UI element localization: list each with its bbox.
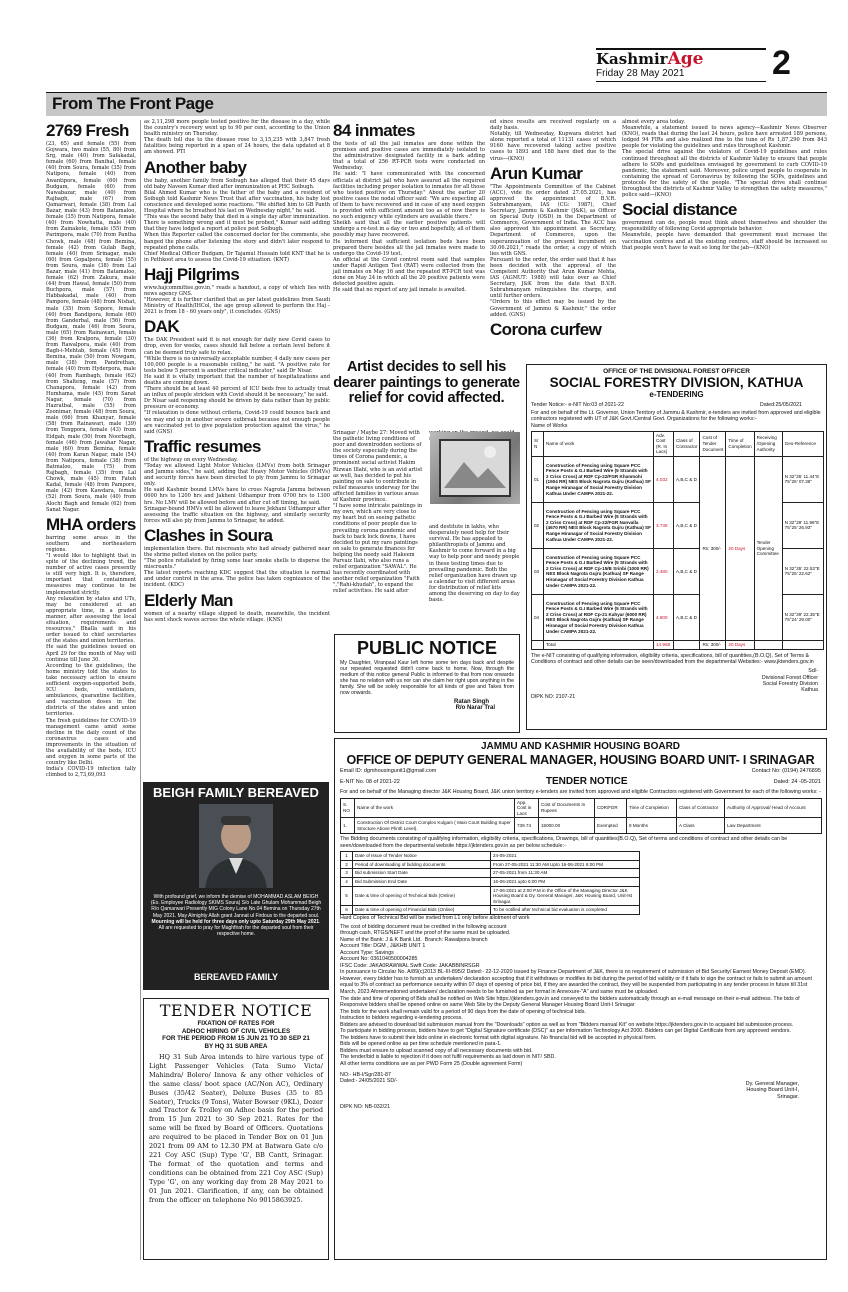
forest-cell-geo: N 32°39' 22.35"E 75°24' 29.00" xyxy=(782,594,823,640)
headline-clashes-soura: Clashes in Soura xyxy=(144,525,273,545)
article-dak-body: The DAK President said it is not enough for daily new Covid cases to drop, even for weeks, cases should fall below a certain level before it can be deemed truly safe to relax. "While there is no universally acceptable number, 4 daily new cases per 100,000 people is a reasonable ceiling," he said. "A positive rate for tests below 5 percent is another critical indicator," said Dr Nisar. He said it is vitally important that the number of hospitalizations and deaths are coming down. "There should be at least 40 percent of ICU beds free to actually treat an influx of people stricken with Covid should it be necessary," he said. Dr Nisar said reopening should be driven by data rather than by public pressure or economy. "If relaxation is done without criteria, Covid-19 could bounce back and we may end up in another severe outbreak because not enough people are vaccinated yet to give population protection against the virus," he said (GNS) xyxy=(144,337,330,435)
schedule-value: 24-05-2021 xyxy=(491,852,640,861)
tender-hq-title: TENDER NOTICE xyxy=(159,1001,313,1020)
forest-total-cost: Rs: 300/- xyxy=(700,640,726,649)
schedule-value: 16-06-2021 upto 6:00 PM xyxy=(491,878,640,887)
housing-sign-2: Housing Board Unit-I, xyxy=(746,1087,799,1094)
forest-cell-sn: 04 xyxy=(532,594,544,640)
housing-nit-row xyxy=(340,776,821,787)
forest-cell-cost: Rs: 300/- xyxy=(700,456,726,640)
housing-th-docs: Cost of Documents In Rupees xyxy=(539,798,595,818)
article-hajj-body: www.hajcommittee.gov.in," reads a handout, a copy of which lies with news agency GNS. "However, it is further clarified that as per latest guidelines from Saudi Ministry of Health/IHCol, the age group allowed to perform the Haj - 2021 is from 18 - 60 years only", it concludes. (GNS) xyxy=(144,284,330,316)
housing-schedule xyxy=(340,851,640,915)
housing-cell-cdr: Exempted xyxy=(595,818,627,834)
forest-cell-class: A,B,C & D xyxy=(674,502,700,548)
housing-hard-copies: Hard Copies of Technical Bid will be invited from L1 only before allotment of work xyxy=(340,915,530,922)
tender-hq-sub1: FIXATION OF RATES FOR xyxy=(197,1020,275,1027)
housing-th-work: Name of the work xyxy=(355,798,515,818)
schedule-n: 5 xyxy=(341,886,353,906)
forest-sign-4: Kathua xyxy=(801,687,818,694)
housing-th-sn: S. NO xyxy=(341,798,355,818)
column-divider xyxy=(140,120,141,1260)
schedule-row xyxy=(341,869,640,878)
schedule-row xyxy=(341,878,640,887)
housing-th-cdr: CDR/FDR xyxy=(595,798,627,818)
forest-total-label: Total xyxy=(544,640,654,649)
schedule-n: 6 xyxy=(341,906,353,915)
tender-hq-sub3: FOR THE PERIOD FROM 15 JUN 21 TO 30 SEP 21 xyxy=(162,1035,310,1042)
masthead-brand xyxy=(596,51,704,68)
housing-sign-3: Srinagar. xyxy=(776,1093,799,1100)
housing-th-class: Class of Contractor xyxy=(677,798,725,818)
obituary-body-end: . All are requested to pray for Maghfirah for the departed soul from their respective home. xyxy=(158,918,321,938)
housing-intro: For and on behalf of the Managing director J&K Housing Board, J&K union territory e-tenders are invited from approved and eligible Contractors registered with Government for each of the following works: - xyxy=(340,789,821,795)
headline-social-distance: Social distance xyxy=(622,200,737,220)
schedule-label: Date of Issue of Tender Notice xyxy=(353,852,491,861)
housing-cell-work: Construction Of District Court Complex Kulgam ( Main Court Building Super Structure Above Plinth Level). xyxy=(355,818,515,834)
article-another-baby-body: the baby, another family from Soibugh has alleged that their 45 days old baby Naveen Kumar died after immunization at PHC Soibugh. Bilal Ahmed Kumar who is the father of the baby and a resident of Soibugh told Kashmir News Trust that after vaccination, his baby lost conscience and developed some reactions. "We shifted him to GB Panth Hospital where he breathed his last on Wednesday night," he said. "This was the second baby that died in a single day after immunization. There is something wrong and it must be probed," Kumar said adding that they have lodged a report at police post Soibugh. When this Reporter called the concerned doctor for the comments, she banged the phone after listening the story and didn't later respond to repeated phone calls. Chief Medical Officer Budgam, Dr Tajamul Hussain told KNT that he is in Pethkoot area to assess the Covid-19 situation. (KNT) xyxy=(144,177,330,263)
forest-cell-class: A,B,C & D xyxy=(674,594,700,640)
schedule-row xyxy=(341,852,640,861)
forest-cell-work: Construction of Fencing using Square PCC Fence Posts & G.I Barbed Wire (5 Strands with 2 Criss Cross) at RDF Cp-22/FGR Khanmohi (1504 RR) NES Block Nagrota Gujru (Kathua) SF Range Hiranagar of Social Forestry Division Kathua Under CAMPA 2021-22. xyxy=(544,456,654,502)
public-notice xyxy=(334,634,520,733)
forest-cell-geo: N 32°35' 11.44"E 75°25' 07.36" xyxy=(782,456,823,502)
forest-dipk: DIPK NO: 2107-21 xyxy=(531,693,576,700)
schedule-value: 17-06-2021 at 2:00 P.M in the Office of the Managing Director J&K Housing Board & Dy. General Manager, J&K Housing Board, Unit-Ist Srinagar. xyxy=(491,886,640,906)
headline-hajj-pilgrims: Hajj Pilgrims xyxy=(144,264,240,284)
schedule-n: 3 xyxy=(341,869,353,878)
forest-intro: For and on behalf of the Lt. Governor, Union Territory of Jammu & Kashmir, e-tenders are invited from approved and eligible contractors registered with UT of J&K Govt./Central Govt. Organizations for the following works:- xyxy=(531,410,821,423)
forest-cell-adv: 2.480 xyxy=(654,548,674,594)
forest-table-row xyxy=(532,456,824,502)
forest-total-adv: 14.968 xyxy=(654,640,674,649)
forest-cell-sn: 03 xyxy=(532,548,544,594)
forest-th-work: Name of work xyxy=(544,431,654,456)
forest-works-label: Name of Works xyxy=(531,422,568,429)
schedule-row xyxy=(341,886,640,906)
forest-notice-no: Tender Notice:- e-NIT No:03 of 2021-22 xyxy=(531,402,624,408)
public-notice-sign-place: R/o Narar Tral xyxy=(455,704,495,711)
public-notice-body: My Daughter, Viranpaal Kaur left home some ten days back and despite our repeated requested didn't come back to home. Now, through the medium of this notice general Public is informed to that from now onwards she has no relation with us nor can she claim her right upon anything in the family. She will be solely responsible for all kinds of give and Takes from now onwards. xyxy=(340,660,514,697)
headline-mha-orders: MHA orders xyxy=(46,514,136,534)
forest-table-total xyxy=(532,640,824,649)
forest-cell-adv: 3.736 xyxy=(654,502,674,548)
schedule-row xyxy=(341,860,640,869)
obituary-box xyxy=(143,782,329,990)
article-traffic-body: of the highway on every Wednesday. "Today we allowed Light Motor Vehicles (LMVs) from both Srinagar and Jammu sides," he said, adding that Heavy Motor Vehicles (HMVs) and security forces have been directed to ply from Jammu to Srinagar only. He said Kashmir bound LMVs have to cross Nagrota Jammu between 0600 hrs to 1200 hrs and Jakheni Udhampur from 0700 hrs to 1300 hrs. No LMV will be allowed before and after cut off timing, he said. Srinagar-bound HMVs will be allowed to leave Jekhani Udhampur after assessing the traffic situation on the highway, and similarly security forces will also ply from Jammu to Srinagar, he added. xyxy=(144,456,330,524)
housing-tender-box xyxy=(334,738,827,1260)
housing-cell-auth: Law Department xyxy=(725,818,822,834)
forest-th-time: Time of Completion xyxy=(726,431,754,456)
tender-hq-sub2: ADHOC HIRING OF CIVIL VEHICLES xyxy=(181,1027,291,1035)
article-2769-continued: as 2,11,298 more people tested positive for the disease in a day, while the country's recovery went up to 90 per cent, according to the Union health ministry on Thursday. The death toll due to the disease rose to 3,15,235 with 3,847 fresh fatalities being reported in a span of 24 hours, the data updated at 8 am showed. PTI xyxy=(144,119,330,156)
artist-headline: Artist decides to sell his dearer paintings to generate relief for covid affected. xyxy=(333,359,520,406)
article-84-inmates-body: the tests of all the jail inmates are done within the premises and positive cases are immediately isolated to the administrative designated facility in a bark adding that a total of 256 RT-PCR tests were conducted on Wednesday. He said: "I have communicated with the concerned officials at district jail who have assured all the required facilities including proper isolation to inmates for all those who tested positive on Thursday." About the earlier 20 positive cases the nodal officer said: "We are expecting all of them to have recovered and in case of any need oxygen is provided with sufficient amount too as of now there is no such exigency while cylinders are available there." Sheikh said that all the earlier positive patients will undergo a re-test in a day or two and hopefully, all of them possibly may have recovered. He informed that sufficient isolation beds have been prepared there besides all the jail inmates were made to undergo the Covid-19 test. An official at the Covid control room said that samples under Rapid Antigen Test (RAT) were collected from the jail inmates on May 16 and the repeated RT-PCR test was done on May 24 in which all the 20 positive patients were detected positive again. He said that no report of any jail inmate is awaited. xyxy=(333,141,485,294)
housing-table xyxy=(340,798,822,835)
brand-kashmir: Kashmir xyxy=(596,50,668,68)
masthead xyxy=(596,44,822,82)
housing-cell-sn: 1. xyxy=(341,818,355,834)
article-clashes-body: implementation there. But miscreants who had already gathered near the shrine pelted stones on the police party. "The police retaliated by firing some tear smoke shells to disperse the miscreants." The latest reports reaching KDC suggest that the situation is normal and under control in the area. The police has taken cognizance of the incident. (KDC) xyxy=(144,545,330,589)
masthead-rule-bottom xyxy=(596,81,766,82)
portrait-image xyxy=(199,804,273,888)
schedule-n: 2 xyxy=(341,860,353,869)
artist-col-1: Srinagar / Maybe 27: Moved with the pathetic living conditions of poor and downtrodden sections of the society especially during the times of Corona pandemic, a prominent social activist Hakim Rizwan Illahi, who is an avid artist as well, has decided to put his painting on sale to contribute in relief measures underway for the affected families in various areas of Kashmir province. "I have some intricate paintings in my own, which are very close to my heart but on seeing pathetic conditions of poor people due to prevailing corona pandemic and back to back lock downs, I have decided to put my rare paintings on sale to generate finances for helping the needy said Hakeem Parvaiz Ilahi, who also runs a relief organization "SAWAL". He has recently coordinated with another relief organization "Faith ","Rahi-khudah", to expand the relief activities. He said after xyxy=(333,430,423,595)
tender-hq-body: HQ 31 Sub Area intends to hire various type of Light Passenger Vehicles (Tata Sumo Victa/ Mahindra/ Bolero/ Innova & any other vehicles of the same class/ boot space (AC/Non AC), Ordinary Buses (35/42 Seater), Deluxe Buses (35 to 85 Seater), Trucks (9 Tons), Water Bowser (9KL), Dozer and Tractor & Trolley on Adhoc basis for the period from 15 Jun 2021 to 30 Sep 2021. Rates for the same will be fixed by Board of Officers. Quotations are required to be placed in Tender Box on 01 Jun 2021 from 09 AM to 12.30 PM at Batwara Gate c/o 221 Coy ASC (Sup) Type 'G', BB Cantt, Srinagar. The format of the quotation and terms and conditions can be obtained from 221 Coy ASC (Sup) Type 'G', on any working day from 28 May 2021 to 01 Jun 2021. Clarification, if any, can be obtained from the officer on telephone No 9015863925. xyxy=(149,1053,323,1204)
obituary-body-text: With profound grief, we inform the demise of MOHAMMAD ASLAM BEIGH (Ex. Employee Radiology SKIMS Soura) S/o Late Ghulam Mohammad Beigh R/o Qamarwari Presently MIG Colony Lane No.04 Bemina on Thursday 27th May 2021. May Almighty Allah grant Jannat ul Firdous to the departed soul. xyxy=(150,894,322,919)
forest-cell-time: 20 Days xyxy=(726,456,754,640)
column-3 xyxy=(333,119,485,355)
article-curfew-continued: almost every area today. Meanwhile, a statement issued to news agency—Kashmir News Observer (KNO), reads that during the last 24 hours, police have arrested 189 persons, lodged 94 FIRs and also realized fine to the tune of Rs 1,87,290 from 843 people for violating the guidelines and rules throughout Kashmir. The special drive against the violators of Covid-19 guidelines and rules continued throughout all the districts of Kashmir Valley to ensure that people adhere to SOPs and guidelines envisaged by government to curb COVID-19 pandemic, the statement said. Moreover, police urged people to cooperate in containing the spread of Coronavirus by following the SOPs, guidelines and protocols for the safety of the people. "The special drive shall continue throughout the districts of Kashmir Valley to strengthen the safety measures," police said—(KNO) xyxy=(622,119,827,199)
housing-cell-class: A Class xyxy=(677,818,725,834)
housing-contact-row xyxy=(340,768,821,774)
schedule-label: Date & time of opening of Technical Bids (Online) xyxy=(353,886,491,906)
schedule-value: From 27-05-2021 11:30 AM Upto 16-06-2021 6:00 PM xyxy=(491,860,640,869)
housing-cell-cost: 739.74 xyxy=(515,818,539,834)
public-notice-sign-name: Ratan Singh xyxy=(453,698,489,705)
schedule-label: Bid Submission End Date xyxy=(353,878,491,887)
obituary-title: BEIGH FAMILY BEREAVED xyxy=(153,785,319,800)
housing-dipk: DIPK NO: NB-032/21 xyxy=(340,1104,391,1111)
article-social-distance-body: government can do, people must think about themselves and shoulder the responsibility of following Covid appropriate behavior. Meanwhile, people have demanded that government must increase the vaccination centres and at the existing centres, staff should be increased so that people won't have to wait so long for the jab—(KNO) xyxy=(622,220,827,251)
page-number: 2 xyxy=(772,44,791,82)
housing-th-cost: App. Cost in Lacs xyxy=(515,798,539,818)
housing-line1: JAMMU AND KASHMIR HOUSING BOARD xyxy=(480,741,681,752)
schedule-n: 1 xyxy=(341,852,353,861)
tender-hq-box xyxy=(143,998,329,1260)
headline-another-baby: Another baby xyxy=(144,157,247,177)
article-2769-fresh-body: (23, 65) and female (55) from Gojwara, two males (55, 80) from Srg, male (40) from Safakadal, female (60) from Banihal, female (40) from Soura, female (35) from Natipora, female (40) from Awantipora, female (60) from Budgam, female (60) from Nawabazar, male (40) from Rajbagh, male (67) from Qamarwari, female (38) from Lal Bazar, male (43) from Batamaloo, female (35) from Natipora, female (40) from Nowhatta, male (40) from Zainakote, female (55) from Parimpora, male (70) from Pantha Chowk, male (48) from Bemina, female (42) from Gulab Bagh, female (40) from Srinagar, male (60) from Gopalpora, female (55) from Soura, male (38) from Lal Bazar, male (41) from Batamaloo, female (62) from Zakura, male (44) from Hawal, female (50) from Buchpora, male (57) from Habbakadal, male (40) from Pampore, female (48) from Nishat, male (35) from Sopore, female (40) from Bandipora, female (60) from Ganderbal, male (56) from Budgam, male (46) from Soura, male (65) from Rainawari, female (36) from Kralpora, female (30) from Rawalpora, male (40) from Bagh-i-Mehtab, female (45) from Bemina, male (50) from Nowgam, male (38) from Pandrethan, female (40) from Hyderpora, male (40) from Rambagh, female (62) from Shalteng, male (57) from Chanapora, female (42) from Humhama, male (45) from Sanat Nagar, female (70) from Hazratbal, male (55) from Zoonimar, female (48) from Soura, male (66) from Khanyar, female (58) from Rainawari, male (39) from Tengpora, female (43) from Eidgah, male (50) from Noorbagh, female (46) from Jawahar Nagar, male (60) from Bemina, female (40) from Karan Nagar, male (54) from Natipora, female (38) from Batmaloo, male (75) from Rajbagh, female (35) from Lal Chowk, male (45) from Fateh Kadal, female (48) from Pampore, male (42) from Kawdara, female (52) from Soura, male (40) from Alochi Bagh and female (62) from Sanat Nagar. xyxy=(46,141,138,513)
schedule-label: Date & time of opening of Financial Bids (Online) xyxy=(353,906,491,915)
forest-th-class: Class of Contractor xyxy=(674,431,700,456)
headline-84-inmates: 84 inmates xyxy=(333,121,415,140)
painting-image xyxy=(430,432,520,504)
housing-table-header xyxy=(341,798,822,818)
forest-sub: e-TENDERING xyxy=(649,390,704,399)
obituary-photo xyxy=(199,804,273,888)
forest-cell-auth: Tender Opening Committee xyxy=(754,456,782,640)
forest-dated: Dated:25/05/2021 xyxy=(759,402,802,408)
forest-cell-work: Construction of Fencing using Square PCC Fence Posts & G.I Barbed Wire (5 Strands with 2 Criss Cross) at RDF Cp-22/FGR Nanvalla (4670 RR) NES Block Nagrota Gujru (Kathua) SF Range Hiranagar of Social Forestry Division Kathua Under CAMPA 2021-22. xyxy=(544,502,654,548)
forest-th-cost: Cost of Tender Document xyxy=(700,431,726,456)
public-notice-title: PUBLIC NOTICE xyxy=(356,638,497,658)
forest-cell-work: Construction of Fencing using Square PCC Fence Posts & G.I Barbed Wire (5 Strands with 2 Criss Cross) at RDF Cp-15/B Srinbi (1000 RR) NES Block Nagrota Gujru (Kathua) SF Range Hiranagar of Social Forestry Division Kathua Under CAMPA 2021-22. xyxy=(544,548,654,594)
forest-cell-sn: 02 xyxy=(532,502,544,548)
schedule-label: Period of downloading of bidding documents xyxy=(353,860,491,869)
artist-col-3: and destitute in lakhs, who desperately need help for their survival. He has appealed to philanthropists of Jammu and Kashmir to come forward in a big way to help poor and needy people in these testing times due to prevailing pandemic. Both the relief organization have drawn up a calendar to visit different areas for distribution of relief kits among the deserving on day to day basis. xyxy=(429,524,522,604)
housing-table-row xyxy=(341,818,822,834)
housing-contact: Contact No: (0194) 2476895 xyxy=(751,768,821,774)
forest-title: SOCIAL FORESTRY DIVISION, KATHUA xyxy=(549,375,804,390)
housing-sign-1: Dy. General Manager, xyxy=(745,1080,799,1087)
forest-total-time: 20 Days xyxy=(726,640,754,649)
forest-cell-sn: 01 xyxy=(532,456,544,502)
housing-signature xyxy=(340,1081,821,1101)
schedule-label: Bid submission Start Date xyxy=(353,869,491,878)
article-mha-orders-body: barring some areas in the southern and northeastern regions. "I would like to highlight that in spite of the declining trend, the number of active cases presently is still very high. It is, therefore, important that containment measures may continue to be implemented strictly. Any relaxation by states and UTs, may be considered at an appropriate time, in a graded manner, after assessing the local situation, requirements and resources," Bhalla said in his order issued to chief secretaries of the states and union territories. He said the guidelines issued on April 29 for the month of May will continue till June 30. According to the guidelines, the home ministry told the states to take necessary action to ensure sufficient oxygen-supported beds, ICU beds, ventilators, ambulances, quarantine facilities, and vaccination doses in the districts of the states and union territories. The fresh guidelines for COVID-19 management came amid some decline in the daily count of the coronavirus cases and improvements in the situation of the availability of the beds, ICU and oxygen in some parts of the country like Delhi. India's COVID-19 infection tally climbed to 2,73,69,093 xyxy=(46,534,136,779)
article-elderly-body: women of a nearby village slipped to death, meanwhile, the incident has sent shock waves across the whole village. (KNS) xyxy=(144,610,332,623)
column-1 xyxy=(46,119,136,1259)
masthead-date: Friday 28 May 2021 xyxy=(596,68,685,79)
forest-notice-row xyxy=(531,402,822,408)
forest-cell-adv: 4.032 xyxy=(654,456,674,502)
forest-th-auth: Receiving /Opening Authority xyxy=(754,431,782,456)
forest-sign-2: Divisional Forest Officer xyxy=(761,674,818,681)
obituary-body xyxy=(149,894,323,937)
housing-nit: E-NIT No. 08 of 2021-22 xyxy=(340,778,400,785)
schedule-value: 27-05-2021 from 11:30 AM xyxy=(491,869,640,878)
forest-cell-adv: 4.800 xyxy=(654,594,674,640)
headline-corona-curfew: Corona curfew xyxy=(490,319,602,339)
schedule-row xyxy=(341,906,640,915)
headline-dak: DAK xyxy=(144,317,180,337)
headline-elderly-man: Elderly Man xyxy=(144,590,233,610)
schedule-value: To be notified after technical bid evaluation is completed xyxy=(491,906,640,915)
forest-th-adv: Adv. Cost (R. In Lacs) xyxy=(654,431,674,456)
section-banner-title: From The Front Page xyxy=(52,94,214,113)
headline-2769-fresh: 2769 Fresh xyxy=(46,121,129,140)
obituary-mourning: Mourning will be held for three days only upto Saturday 29th May 2021 xyxy=(151,918,320,925)
article-kupwara-continued: ed since results are received regularly on a daily basis. Notably, till Wednesday, Kupwara district had alone reported a total of 11131 cases of which 9160 have recovered taking active positive cases to 1893 and 188 have died due to the virus—(KNO) xyxy=(490,119,616,162)
forest-sign-3: Social Forestry Division xyxy=(762,680,818,687)
housing-cell-docs: 15000.00 xyxy=(539,818,595,834)
headline-traffic-resumes: Traffic resumes xyxy=(144,436,261,456)
brand-age: Age xyxy=(667,49,704,69)
housing-no: NO:- HB-I/Sgr/281-87 xyxy=(340,1071,391,1078)
housing-cell-time: 8 Months xyxy=(627,818,677,834)
forest-table-header xyxy=(532,431,824,456)
housing-body: The cost of bidding document must be credited in the following account through cash, RTGS/NEFT and the proof of the same must be uploaded. Name of the Bank: J & K Bank Ltd. Branch: Rawalpora branch Account Title: DGM , J&KHB UNIT 1 Account Type: Savings Account No: 0361040500004285 IFSC Code: JAKA0RAWWAL Swift Code: JAKABBINRSGR In pursuance to Circular No. A/89(c)2013 BL-III-895/2 Dated:- 22-12-2020 issued by Finance Department of J&K, there is no requirement of submission of Bid Security/ Earnest Money Deposit (EMD). However, every bidder has to furnish an undertaken/ declaration accepting that if it withdraws or modifies its bid during the period of bid validity or if it fails to sign the contract or fails to submit an amount equal to 3% of contract as performance security within 07 days of opening of price bid, if they are awarded the contract, they will be suspended from participating in any tender process in future till 31st March, 2023 Aforementioned undertaken/ declaration needs to be furnished as per format in Annexure-"A" and same must be uploaded. The date and time of opening of Bids shall be notified on Web Site https://jktenders.gov.in and conveyed to the bidders automatically through an e-mail message on their e-mail address. The bids of Responsive bidders shall be opened online on same Web Site by the Deputy General Manager Housing Board Unit-I Srinagar The bids for the work shall remain valid for a period of 90 days from the date of opening of technical bids. Instruction to bidders regarding e-tendering process. Bidders are advised to download bid submission manual from the "Downloads" option as well as from "Bidders manual Kit" on website https://jktenders.gov.in to acquaint bid submission process. To participate in bidding process, bidders have to get "Digital Signature certificate (DSC)" as per information Technology Act 2000. Bidders can get Digital Certificate from any approved vendors. The bidders have to submit their bids online in electronic format with digital signature. No financial bid will be accepted in physical form. Bids will be opened online as per time schedule mentioned in para-1. Bidders must ensure to upload scanned copy of all necessary documents with bid. The tender/bid is liable to rejection if it does not fulfil requirements as laid down in NIT/ SBD. All other terms conditions are as per PWD Form 25 (Double agreement Form) xyxy=(340,923,812,1068)
headline-arun-kumar: Arun Kumar xyxy=(490,163,583,183)
article-arun-kumar-body: "The Appointments Committee of the Cabinet (ACC), vide its order dated 27.05.2021, has approved the appointment of B.V.R. Subrahmanyam, IAS (CG: 1987), Chief Secretary, Jammu & Kashmir (J&K), as Officer on Special Duty (OSD) in the Department of Commerce, Government of India. The ACC has also approved his appointment as Secretary, Department of Commerce, upon the superannuation of the present incumbent on 30.06.2021," reads the order, a copy of which lies with GNS. Pursuant to the order, the order said that it has been decided with the approval of the Competent Authority that Arun Kumar Mehta, IAS (AGMUT: 1988) will take over as Chief Secretary, J&K from the date that B.V.R. Subrahmanyam relinquishes the charge, and until further orders. "Orders to this effect may be issued by the Government of Jammu & Kashmir," the order added. (GNS) xyxy=(490,183,616,318)
forest-tender-box xyxy=(526,364,827,730)
column-5 xyxy=(622,119,827,355)
forest-th-sn: S/ N xyxy=(532,431,544,456)
column-4 xyxy=(490,119,616,355)
housing-line2: OFFICE OF DEPUTY GENERAL MANAGER, HOUSING BOARD UNIT- I SRINAGAR xyxy=(346,753,815,767)
schedule-n: 4 xyxy=(341,878,353,887)
housing-dated: Dated: 24 -05-2021 xyxy=(773,778,821,785)
housing-th-time: Time of Completion xyxy=(627,798,677,818)
forest-office: OFFICE OF THE DIVISIONAL FOREST OFFICER xyxy=(603,368,750,375)
forest-cell-geo: N 32°35' 22.53"E 75°25' 22.62" xyxy=(782,548,823,594)
housing-bidding-note: The Bidding documents consisting of qualifying information, eligibility criteria, specifications, Drawings, bill of quantities(B.O.Q), Set of terms and conditions of contract and other details can be seen/downloaded from the departmental website https://jktenders.gov.in as per below schedule:- xyxy=(340,836,788,849)
forest-cell-class: A,B,C & D xyxy=(674,456,700,502)
forest-table xyxy=(531,431,824,650)
forest-signature xyxy=(531,668,822,694)
column-2 xyxy=(144,119,330,773)
forest-cell-class: A,B,C & D xyxy=(674,548,700,594)
forest-cell-work: Construction of Fencing using Square PCC Fence Posts & G.I Barbed Wire (5 Strands with 2 Criss Cross) at RDF Cp-21 Kahyar (6000 RR) NES Block Nagrota Gujru (Kathua) SF Range Hiranagar of Social Forestry Division Kathua Under CAMPA 2021-22. xyxy=(544,594,654,640)
housing-th-auth: Authority of Approval/ Head of Account xyxy=(725,798,822,818)
forest-cell-geo: N 32°39' 11.96"E 75°25' 26.93" xyxy=(782,502,823,548)
forest-footer: The e-NIT consisting of qualifying information, eligibility criteria, specifications, bill of quantities,(B.O.Q), Set of Terms & Conditions of contract and other details can be seen/downloaded from the departmental Websites:- www.jktenders.gov.in xyxy=(531,652,814,665)
housing-title: TENDER NOTICE xyxy=(545,776,628,787)
housing-email: Email ID: dgmhousingunit1@gmail.com xyxy=(340,768,437,774)
tender-hq-sub4: BY HQ 31 SUB AREA xyxy=(204,1042,268,1050)
forest-th-geo: Geo-Reference xyxy=(782,431,823,456)
obituary-footer: BEREAVED FAMILY xyxy=(193,972,278,982)
artist-painting xyxy=(430,432,520,504)
forest-sign-1: Sd/- xyxy=(808,668,818,675)
housing-dated2: Dated:- 24/05/2021 SD/- xyxy=(340,1078,398,1085)
